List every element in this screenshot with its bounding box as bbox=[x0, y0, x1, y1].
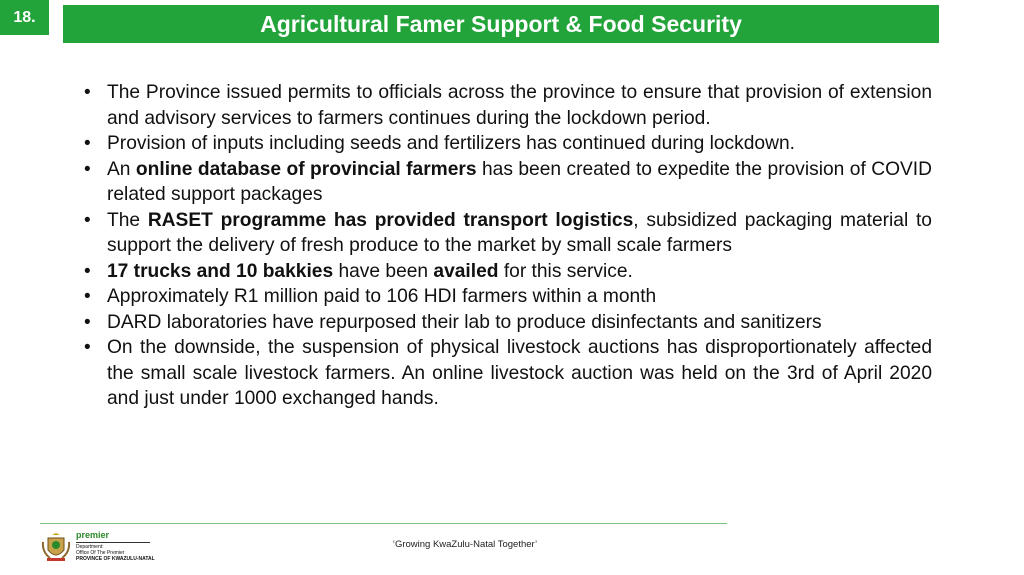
bullet-bold-text: RASET programme has provided transport logistics bbox=[147, 209, 634, 231]
bullet-item bbox=[84, 131, 932, 157]
bullet-item bbox=[84, 80, 932, 131]
bullet-text: On the downside, the suspension of physical livestock auctions has disproportionately affected the small scale livestock farmers. An online livestock auction was held on the 3rd of April 2020 and just under 1000 exchanged hands. bbox=[107, 337, 932, 409]
bullet-bold-text: 17 trucks and 10 bakkies bbox=[107, 260, 334, 282]
premier-logo bbox=[40, 530, 170, 570]
bullet-bold-text: availed bbox=[433, 260, 499, 282]
bullet-item bbox=[84, 335, 932, 412]
bullet-text: The Province issued permits to officials across the province to ensure that provision of extension and advisory services to farmers continues during the lockdown period. bbox=[107, 82, 932, 129]
logo-line-1: Department: bbox=[76, 544, 104, 550]
bullet-text: DARD laboratories have repurposed their lab to produce disinfectants and sanitizers bbox=[107, 311, 822, 333]
bullet-text: The bbox=[107, 209, 148, 231]
logo-department bbox=[76, 544, 155, 562]
bullet-text: have been bbox=[333, 260, 434, 282]
footer-tagline: ‘Growing KwaZulu-Natal Together’ bbox=[392, 539, 538, 550]
bullet-item bbox=[84, 284, 932, 310]
bullet-item bbox=[84, 157, 932, 208]
footer-divider bbox=[40, 523, 727, 524]
bullet-list bbox=[84, 80, 932, 412]
slide-title: Agricultural Famer Support & Food Security bbox=[63, 5, 939, 43]
bullet-text: An bbox=[107, 158, 136, 180]
bullet-text: Approximately R1 million paid to 106 HDI farmers within a month bbox=[107, 286, 657, 307]
slide-number: 18. bbox=[0, 0, 49, 35]
bullet-text: has been created to expedite the provision of COVID related support packages bbox=[107, 158, 932, 205]
bullet-text: Provision of inputs including seeds and fertilizers has continued during lockdown. bbox=[107, 133, 795, 154]
bullet-bold-text: online database of provincial farmers bbox=[135, 158, 477, 180]
bullet-item bbox=[84, 259, 932, 285]
bullet-item bbox=[84, 208, 932, 259]
logo-brand: premier bbox=[76, 530, 110, 540]
logo-line-2: Office Of The Premier bbox=[76, 550, 125, 556]
bullet-text: for this service. bbox=[498, 260, 633, 282]
kzn-crest-icon bbox=[40, 532, 72, 564]
bullet-text: , subsidized packaging material to support the delivery of fresh produce to the market by small scale farmers bbox=[107, 209, 932, 256]
logo-line-3: PROVINCE OF KWAZULU-NATAL bbox=[76, 556, 155, 562]
bullet-item bbox=[84, 310, 932, 336]
logo-rule bbox=[76, 542, 150, 543]
